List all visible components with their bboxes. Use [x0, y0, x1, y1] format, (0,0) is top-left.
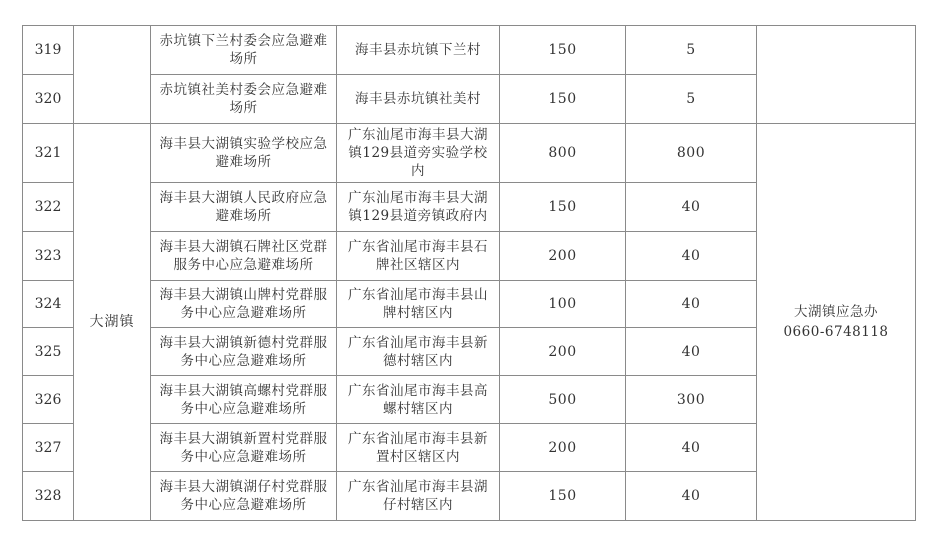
- contact-info: [757, 124, 916, 521]
- shelter-area: 40: [626, 472, 757, 521]
- shelter-name: 海丰县大湖镇新置村党群服务中心应急避难场所: [151, 424, 337, 472]
- row-number: 328: [23, 472, 74, 521]
- shelter-address: 广东省汕尾市海丰县新德村辖区内: [337, 328, 500, 376]
- shelter-area: 40: [626, 281, 757, 328]
- shelter-address: 广东省汕尾市海丰县石牌社区辖区内: [337, 232, 500, 281]
- town-cell-blank: [74, 26, 151, 124]
- shelter-capacity: 150: [500, 26, 626, 75]
- shelter-address: 广东省汕尾市海丰县新置村区辖区内: [337, 424, 500, 472]
- shelter-name: 海丰县大湖镇实验学校应急避难场所: [151, 124, 337, 183]
- shelter-capacity: 200: [500, 424, 626, 472]
- row-number: 324: [23, 281, 74, 328]
- shelter-capacity: 150: [500, 472, 626, 521]
- shelter-address: 海丰县赤坑镇社美村: [337, 75, 500, 124]
- shelter-capacity: 150: [500, 75, 626, 124]
- table-row: [23, 124, 916, 183]
- shelter-name: 赤坑镇下兰村委会应急避难场所: [151, 26, 337, 75]
- row-number: 319: [23, 26, 74, 75]
- town-name: 大湖镇: [74, 124, 151, 521]
- shelter-area: 5: [626, 26, 757, 75]
- shelter-capacity: 800: [500, 124, 626, 183]
- shelter-capacity: 200: [500, 232, 626, 281]
- row-number: 322: [23, 183, 74, 232]
- row-number: 323: [23, 232, 74, 281]
- shelter-area: 5: [626, 75, 757, 124]
- shelter-area: 300: [626, 376, 757, 424]
- contact-org: 大湖镇应急办: [794, 304, 878, 320]
- row-number: 326: [23, 376, 74, 424]
- shelter-address: 海丰县赤坑镇下兰村: [337, 26, 500, 75]
- row-number: 321: [23, 124, 74, 183]
- shelter-area: 800: [626, 124, 757, 183]
- shelter-area: 40: [626, 183, 757, 232]
- shelter-capacity: 200: [500, 328, 626, 376]
- shelter-name: 海丰县大湖镇人民政府应急避难场所: [151, 183, 337, 232]
- shelter-name: 赤坑镇社美村委会应急避难场所: [151, 75, 337, 124]
- shelter-address: 广东汕尾市海丰县大湖镇129县道旁镇政府内: [337, 183, 500, 232]
- shelter-capacity: 150: [500, 183, 626, 232]
- shelter-address: 广东省汕尾市海丰县山牌村辖区内: [337, 281, 500, 328]
- shelter-area: 40: [626, 232, 757, 281]
- shelter-name: 海丰县大湖镇湖仔村党群服务中心应急避难场所: [151, 472, 337, 521]
- shelter-table: [22, 25, 916, 521]
- row-number: 320: [23, 75, 74, 124]
- row-number: 327: [23, 424, 74, 472]
- shelter-table-sheet: [22, 25, 916, 521]
- shelter-name: 海丰县大湖镇高螺村党群服务中心应急避难场所: [151, 376, 337, 424]
- shelter-address: 广东省汕尾市海丰县湖仔村辖区内: [337, 472, 500, 521]
- shelter-name: 海丰县大湖镇山牌村党群服务中心应急避难场所: [151, 281, 337, 328]
- contact-phone: 0660-6748118: [783, 324, 889, 340]
- shelter-capacity: 500: [500, 376, 626, 424]
- shelter-name: 海丰县大湖镇新德村党群服务中心应急避难场所: [151, 328, 337, 376]
- shelter-area: 40: [626, 328, 757, 376]
- row-number: 325: [23, 328, 74, 376]
- shelter-capacity: 100: [500, 281, 626, 328]
- shelter-address: 广东省汕尾市海丰县高螺村辖区内: [337, 376, 500, 424]
- table-row: [23, 26, 916, 75]
- shelter-address: 广东汕尾市海丰县大湖镇129县道旁实验学校内: [337, 124, 500, 183]
- contact-cell-blank: [757, 26, 916, 124]
- shelter-area: 40: [626, 424, 757, 472]
- shelter-name: 海丰县大湖镇石牌社区党群服务中心应急避难场所: [151, 232, 337, 281]
